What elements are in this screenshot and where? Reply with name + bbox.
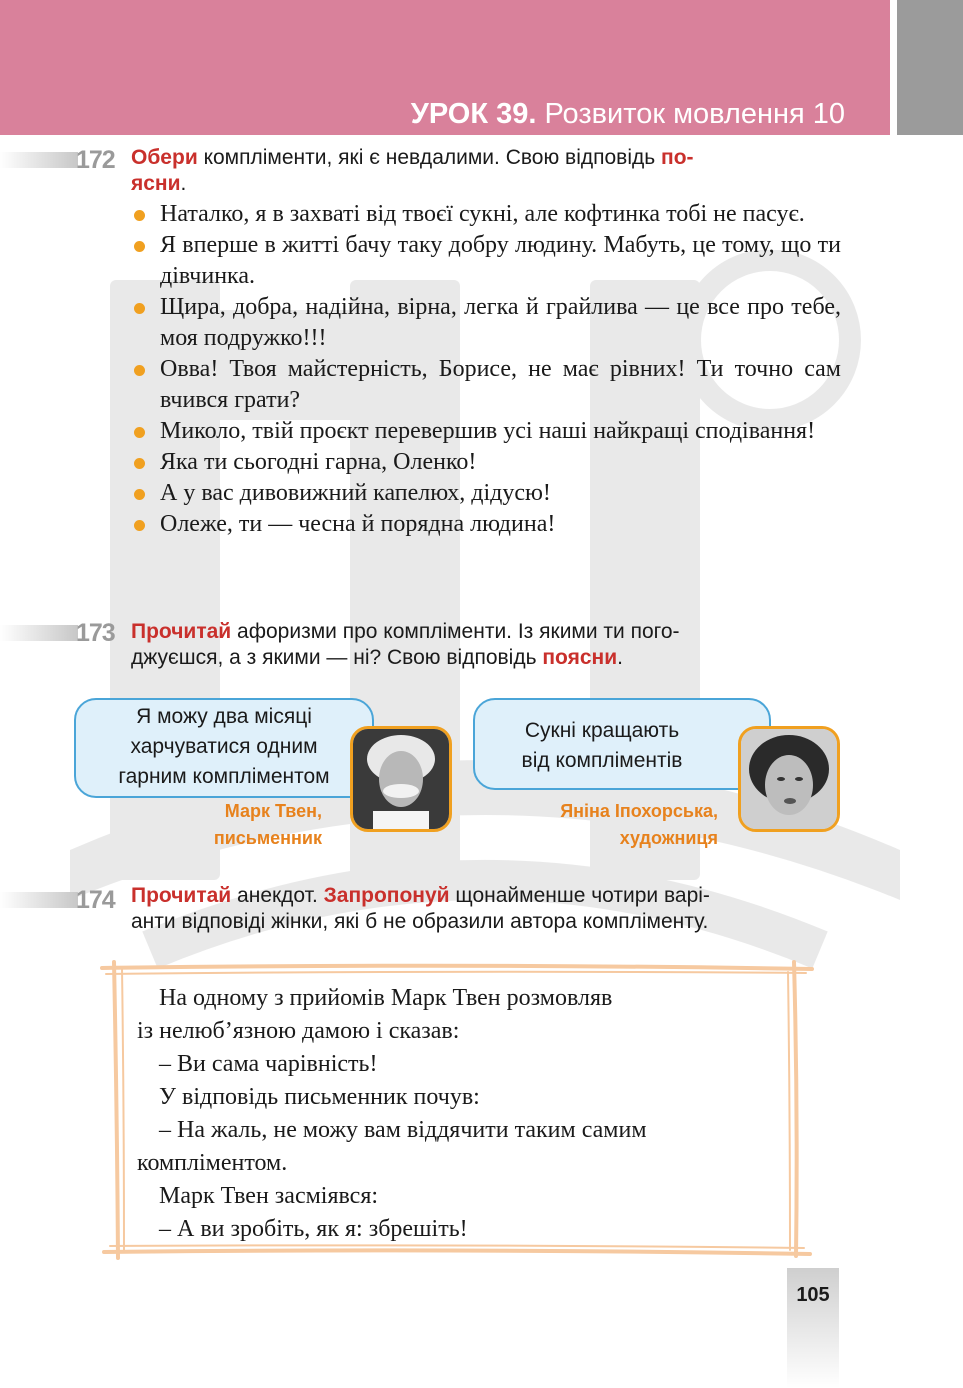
quote-author-ipokhorska	[500, 798, 718, 852]
task-number: 174	[76, 886, 115, 914]
task-173-instruction	[131, 619, 811, 671]
portrait-mark-twain	[350, 726, 452, 832]
story-line: – На жаль, не можу вам віддячити таким самим	[159, 1117, 647, 1143]
author-role: письменник	[213, 828, 322, 848]
quote-line: Я можу два місяці	[136, 705, 312, 728]
story-line: із нелюб’язною дамою і сказав:	[137, 1018, 460, 1044]
list-item: Овва! Твоя майстерність, Борисе, не має рівних! Ти точно сам вчився грати?	[131, 354, 841, 416]
lesson-topic: Розвиток мовлення 10	[544, 98, 845, 130]
keyword: Прочитай	[131, 884, 232, 907]
author-name: Яніна Іпохорська,	[560, 801, 718, 821]
quote-bubble-twain	[74, 698, 374, 798]
story-line: – Ви сама чарівність!	[159, 1051, 378, 1077]
list-item: А у вас дивовижний капелюх, дідусю!	[131, 478, 841, 509]
instruction-text: щонайменше чотири варі-	[449, 884, 710, 907]
list-item: Я вперше в житті бачу таку добру людину. Мабуть, це тому, що ти дівчинка.	[131, 230, 841, 292]
list-item: Наталко, я в захваті від твоєї сукні, але кофтинка тобі не пасує.	[131, 199, 841, 230]
instruction-text: джуєшся, а з якими — ні? Свою відповідь	[131, 646, 543, 669]
author-name: Марк Твен,	[224, 801, 322, 821]
keyword: по-	[661, 146, 694, 169]
quote-line: від компліментів	[521, 749, 683, 772]
compliments-list	[131, 199, 841, 540]
bullet-icon	[134, 458, 145, 469]
quote-bubble-ipokhorska	[473, 698, 771, 790]
quote-line: гарним компліментом	[118, 765, 330, 788]
portrait-image	[741, 729, 837, 829]
lesson-title	[411, 96, 845, 132]
bullet-icon	[134, 303, 145, 314]
bullet-icon	[134, 241, 145, 252]
instruction-text: анекдот.	[231, 884, 324, 907]
quote-line: Сукні кращають	[524, 719, 680, 742]
keyword: ясни	[131, 172, 181, 195]
bullet-icon	[134, 365, 145, 376]
keyword: Прочитай	[131, 620, 232, 643]
keyword: Запропонуй	[323, 884, 450, 907]
portrait-yanina-ipokhorska	[738, 726, 840, 832]
story-line: – А ви зробіть, як я: збрешіть!	[159, 1216, 468, 1242]
list-item: Олеже, ти — чесна й порядна людина!	[131, 509, 841, 540]
quote-author-twain	[150, 798, 322, 852]
author-role: художниця	[619, 828, 718, 848]
anecdote-text	[137, 982, 782, 1246]
bullet-icon	[134, 489, 145, 500]
list-item: Яка ти сьогодні гарна, Оленко!	[131, 447, 841, 478]
quote-line: харчуватися одним	[130, 735, 318, 758]
bullet-icon	[134, 427, 145, 438]
bullet-icon	[134, 210, 145, 221]
task-number-bar	[0, 625, 78, 641]
instruction-text: афоризми про компліменти. Із якими ти пого-	[231, 620, 680, 643]
story-line: На одному з прийомів Марк Твен розмовляв	[159, 985, 613, 1011]
task-174-instruction	[131, 883, 811, 935]
task-number: 172	[76, 146, 115, 174]
task-number: 173	[76, 619, 115, 647]
instruction-text: .	[180, 172, 187, 195]
list-item: Щира, добра, надійна, вірна, легка й грайлива — це все про тебе, моя подружко!!!	[131, 292, 841, 354]
instruction-text: компліменти, які є невдалими. Свою відповідь	[197, 146, 662, 169]
instruction-text: .	[617, 646, 623, 669]
portrait-image	[353, 729, 449, 829]
story-line: компліментом.	[137, 1150, 288, 1176]
story-line: У відповідь письменник почув:	[159, 1084, 480, 1110]
task-number-bar	[0, 892, 78, 908]
instruction-text: анти відповіді жінки, які б не образили автора компліменту.	[131, 910, 709, 933]
list-item: Миколо, твій проєкт перевершив усі наші найкращі сподівання!	[131, 416, 841, 447]
story-line: Марк Твен засміявся:	[159, 1183, 379, 1209]
task-number-bar	[0, 152, 78, 168]
bullet-icon	[134, 520, 145, 531]
lesson-number: УРОК 39.	[410, 98, 537, 130]
header-side-tab	[897, 0, 963, 135]
keyword: Обери	[131, 146, 198, 169]
page-number: 105	[796, 1284, 830, 1306]
task-172-instruction	[131, 145, 811, 197]
keyword: поясни	[542, 646, 618, 669]
